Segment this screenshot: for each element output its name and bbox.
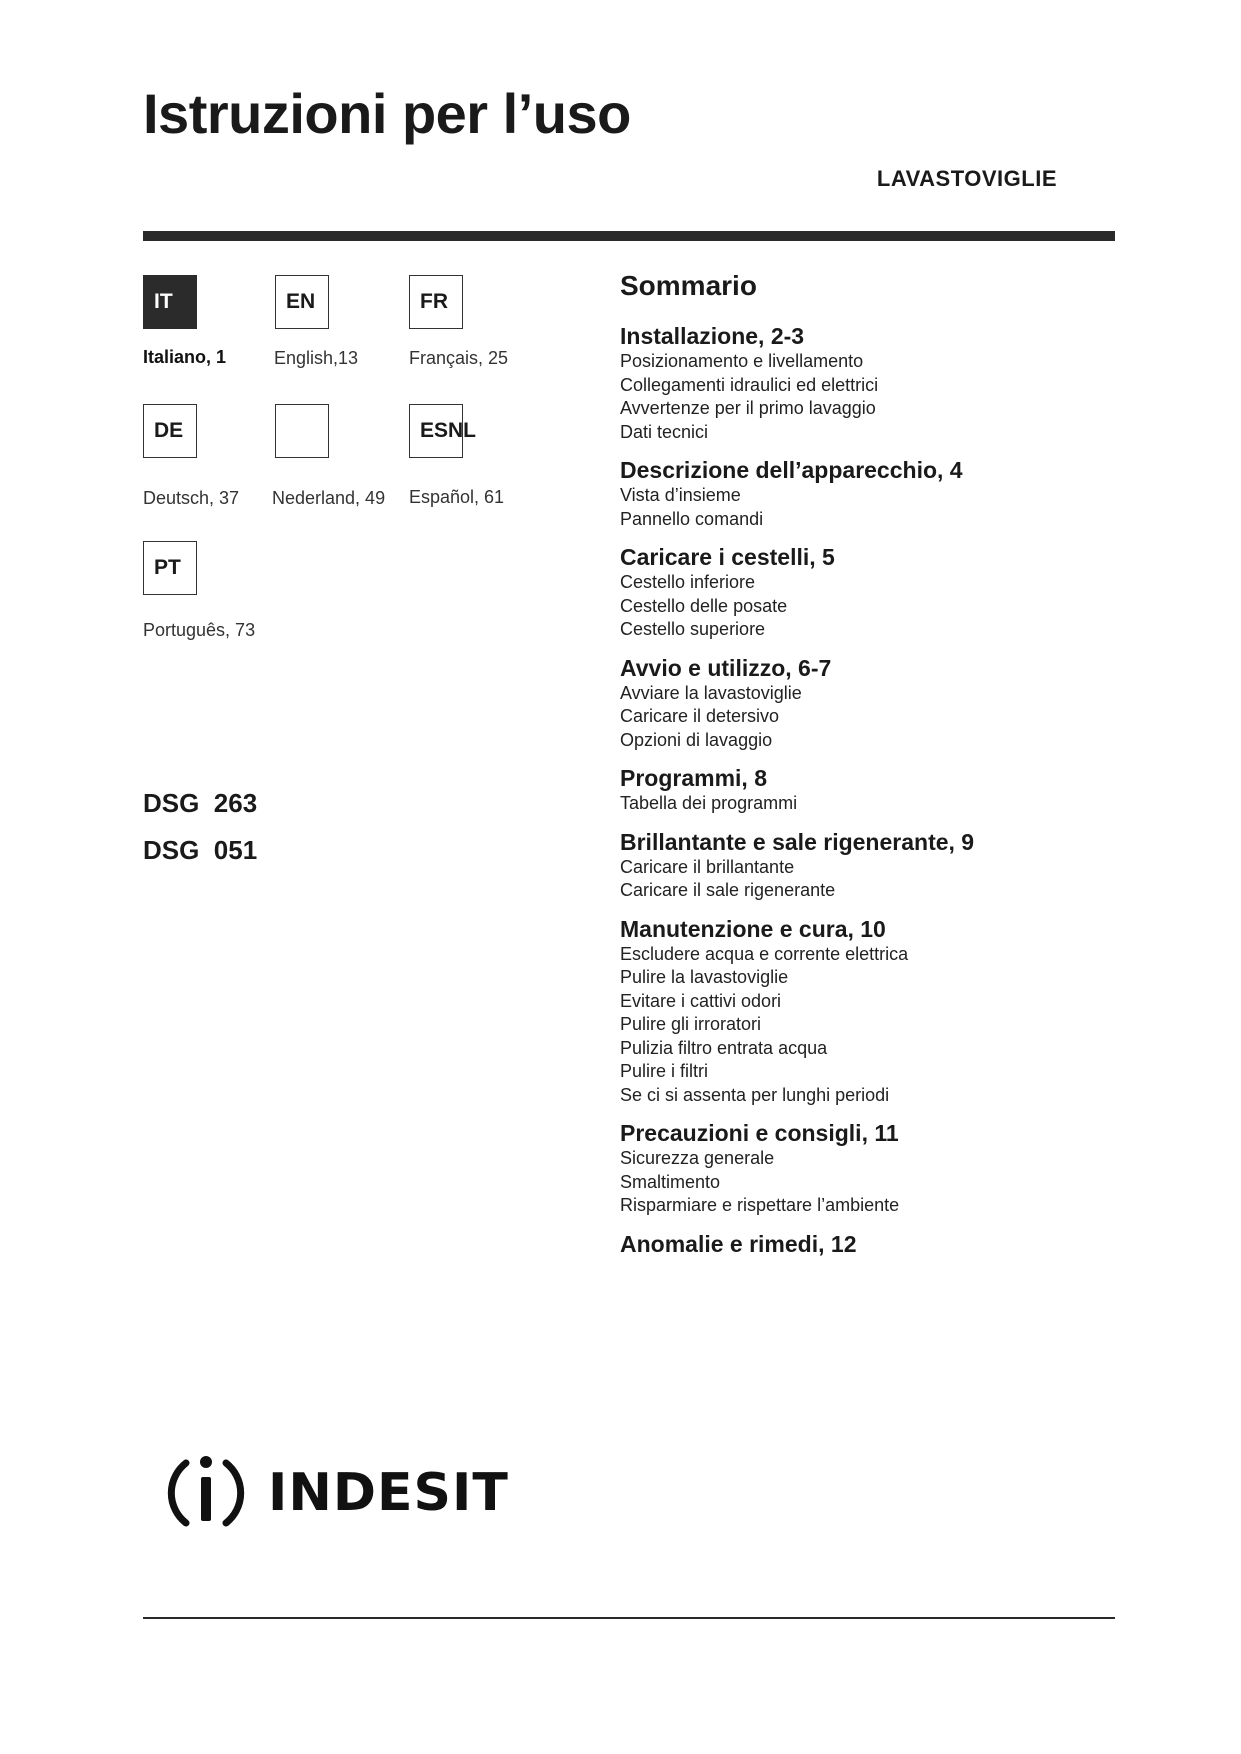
toc-item[interactable]: Pulizia filtro entrata acqua — [620, 1037, 828, 1058]
lang-label-fr[interactable]: Français, 25 — [409, 348, 509, 368]
toc-item[interactable]: Cestello delle posate — [620, 595, 788, 616]
toc-item[interactable]: Se ci si assenta per lunghi periodi — [620, 1084, 890, 1105]
lang-label-pt[interactable]: Português, 73 — [143, 620, 256, 640]
lang-label-es[interactable]: Español, 61 — [409, 487, 505, 507]
lang-box-en[interactable]: EN — [275, 275, 329, 329]
toc-heading[interactable]: Caricare i cestelli, 5 — [620, 544, 835, 570]
toc-section — [620, 322, 1100, 444]
lang-label-en[interactable]: English,13 — [274, 348, 359, 368]
toc-section — [620, 764, 1100, 816]
toc-item[interactable]: Smaltimento — [620, 1171, 721, 1192]
bottom-divider — [143, 1617, 1115, 1619]
brand-logo — [160, 1447, 509, 1539]
toc-heading[interactable]: Descrizione dell’apparecchio, 4 — [620, 457, 963, 483]
page-title: Istruzioni per l’uso — [143, 82, 631, 145]
toc-section — [620, 1230, 1100, 1258]
toc-item[interactable]: Collegamenti idraulici ed elettrici — [620, 374, 879, 395]
toc-item[interactable]: Avviare la lavastoviglie — [620, 682, 802, 703]
lang-label-nl[interactable]: Nederland, 49 — [272, 488, 386, 508]
toc-item[interactable]: Caricare il detersivo — [620, 706, 780, 726]
toc-item[interactable]: Sicurezza generale — [620, 1148, 775, 1168]
toc-item[interactable]: Pulire i filtri — [620, 1061, 709, 1081]
toc-item[interactable]: Escludere acqua e corrente elettrica — [620, 943, 909, 964]
toc-item[interactable]: Posizionamento e livellamento — [620, 351, 864, 371]
product-category: LAVASTOVIGLIE — [876, 166, 1057, 191]
toc-item[interactable]: Pulire gli irroratori — [620, 1014, 762, 1034]
toc-item[interactable]: Pulire la lavastoviglie — [620, 967, 789, 987]
toc-item[interactable]: Caricare il sale rigenerante — [620, 880, 836, 900]
lang-box-nl[interactable] — [275, 404, 329, 458]
toc-item[interactable]: Tabella dei programmi — [620, 793, 798, 813]
toc-section — [620, 915, 1100, 1108]
toc-item[interactable]: Avvertenze per il primo lavaggio — [620, 398, 876, 418]
toc-heading[interactable]: Anomalie e rimedi, 12 — [620, 1230, 857, 1257]
lang-box-es[interactable]: ESNL — [409, 404, 463, 458]
toc-item[interactable]: Risparmiare e rispettare l’ambiente — [620, 1195, 900, 1215]
table-of-contents — [620, 322, 1100, 1270]
toc-item[interactable]: Cestello inferiore — [620, 572, 756, 592]
toc-section — [620, 828, 1100, 903]
toc-heading[interactable]: Precauzioni e consigli, 11 — [620, 1120, 899, 1146]
toc-heading[interactable]: Avvio e utilizzo, 6-7 — [620, 654, 832, 681]
toc-title: Sommario — [620, 270, 757, 301]
toc-item[interactable]: Evitare i cattivi odori — [620, 990, 782, 1011]
toc-heading[interactable]: Brillantante e sale rigenerante, 9 — [620, 828, 975, 855]
toc-item[interactable]: Cestello superiore — [620, 619, 766, 639]
toc-section — [620, 654, 1100, 753]
toc-item[interactable]: Vista d’insieme — [620, 485, 741, 505]
model-number: DSG 263 — [143, 788, 258, 818]
toc-item[interactable]: Pannello comandi — [620, 508, 764, 529]
toc-heading[interactable]: Manutenzione e cura, 10 — [620, 915, 886, 942]
toc-heading[interactable]: Programmi, 8 — [620, 765, 767, 791]
lang-box-fr[interactable]: FR — [409, 275, 463, 329]
lang-box-de[interactable]: DE — [143, 404, 197, 458]
toc-item[interactable]: Dati tecnici — [620, 421, 709, 442]
toc-item[interactable]: Caricare il brillantante — [620, 856, 795, 877]
toc-heading[interactable]: Installazione, 2-3 — [620, 323, 805, 349]
top-divider — [143, 231, 1115, 241]
brand-name: INDESIT — [268, 1463, 509, 1523]
lang-label-de[interactable]: Deutsch, 37 — [143, 488, 240, 508]
toc-item[interactable]: Opzioni di lavaggio — [620, 729, 773, 750]
model-number: DSG 051 — [143, 835, 258, 865]
toc-section — [620, 543, 1100, 642]
lang-box-it[interactable]: IT — [143, 275, 197, 329]
lang-label-it[interactable]: Italiano, 1 — [143, 347, 227, 367]
toc-section — [620, 456, 1100, 531]
lang-box-pt[interactable]: PT — [143, 541, 197, 595]
toc-section — [620, 1119, 1100, 1218]
indesit-i-icon — [160, 1447, 252, 1539]
